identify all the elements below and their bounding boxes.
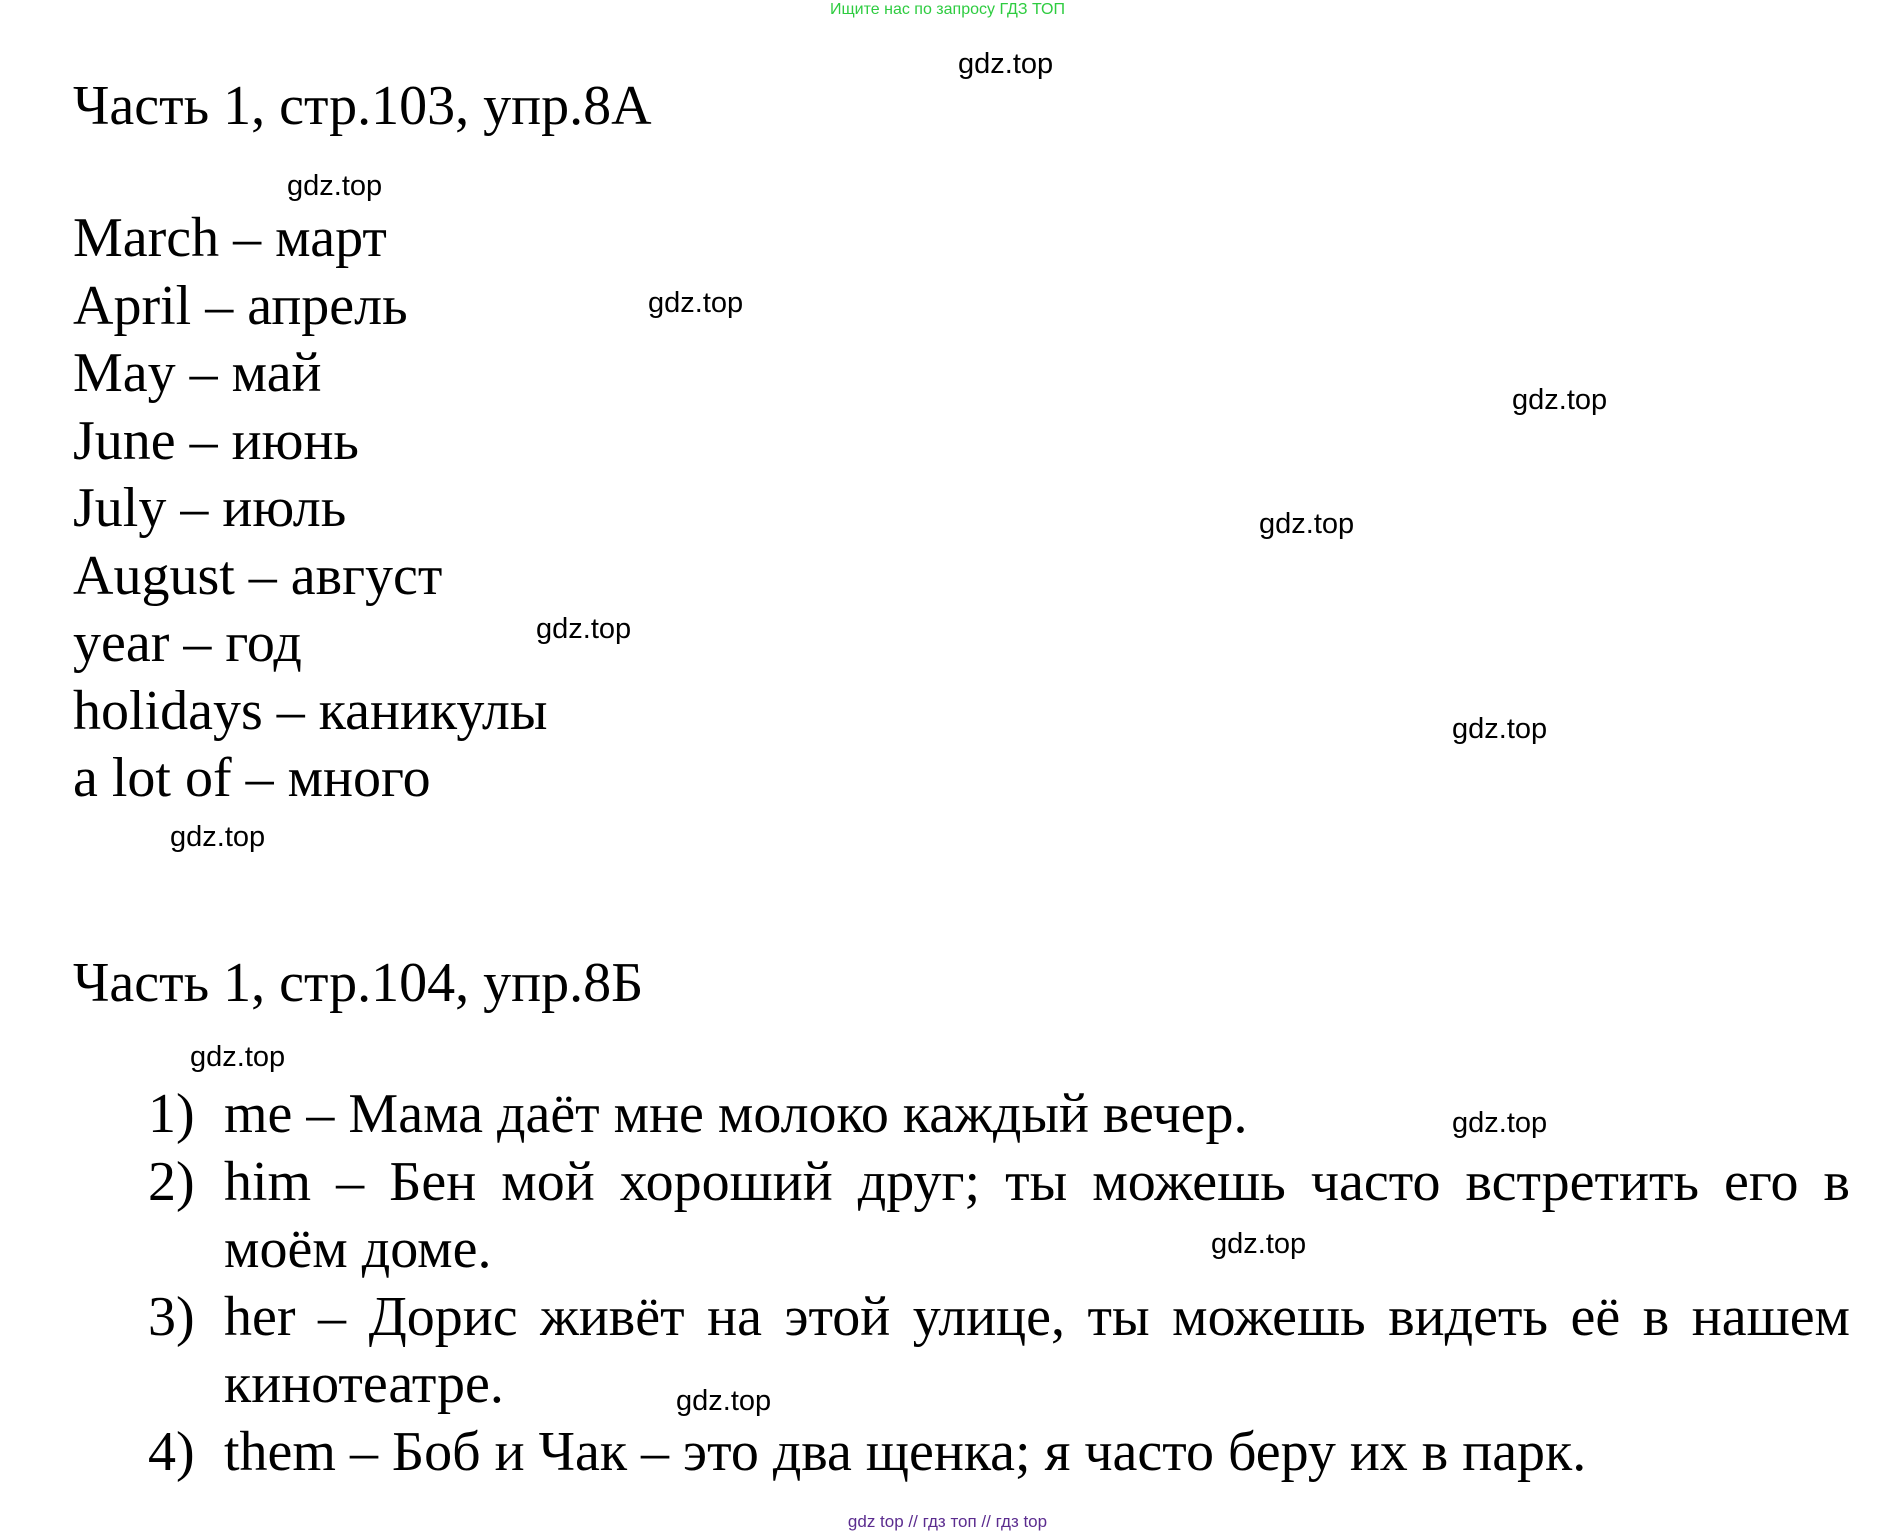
answer-number: 3) [148, 1285, 195, 1348]
answer-number: 4) [148, 1420, 195, 1483]
vocab-item: holidays – каникулы [73, 679, 548, 742]
watermark: gdz.top [1211, 1228, 1307, 1260]
watermark: gdz.top [190, 1041, 286, 1073]
footer-watermark: gdz top // гдз топ // гдз top [847, 1512, 1048, 1531]
vocab-item: year – год [73, 612, 302, 674]
watermark: gdz.top [1452, 1107, 1548, 1139]
watermark: gdz.top [287, 170, 383, 202]
vocab-item: August – август [73, 544, 443, 607]
answer-item [148, 1149, 1850, 1284]
vocab-item: a lot of – много [73, 747, 431, 809]
answer-text: him – Бен мой хороший друг; ты можешь часто встретить его в моём доме. [224, 1150, 1850, 1280]
section-a-heading: Часть 1, стр.103, упр.8А [73, 75, 652, 137]
vocab-item: July – июль [73, 477, 347, 539]
watermark: gdz.top [676, 1385, 772, 1417]
watermark: gdz.top [648, 287, 744, 319]
section-b-heading: Часть 1, стр.104, упр.8Б [73, 952, 644, 1014]
answer-text: her – Дорис живёт на этой улице, ты можешь видеть её в нашем кинотеатре. [224, 1285, 1850, 1415]
vocabulary-list [73, 205, 547, 813]
watermark: gdz.top [1259, 508, 1355, 540]
answer-text: me – Мама даёт мне молоко каждый вечер. [224, 1083, 1248, 1145]
answer-item [148, 1419, 1850, 1487]
top-banner: Ищите нас по запросу ГДЗ ТОП [830, 1, 1065, 18]
answers-list [148, 1081, 1850, 1486]
answer-number: 2) [148, 1150, 195, 1213]
watermark: gdz.top [1452, 713, 1548, 745]
watermark: gdz.top [170, 821, 266, 853]
vocab-item: March – март [73, 207, 387, 269]
answer-item [148, 1284, 1850, 1419]
watermark: gdz.top [536, 613, 632, 645]
vocab-item: June – июнь [73, 409, 359, 472]
answer-number: 1) [148, 1083, 195, 1145]
vocab-item: April – апрель [73, 274, 408, 337]
answer-item [148, 1081, 1850, 1149]
watermark: gdz.top [1512, 384, 1608, 416]
watermark: gdz.top [958, 48, 1054, 80]
answer-text: them – Боб и Чак – это два щенка; я часто беру их в парк. [224, 1420, 1587, 1483]
vocab-item: May – май [73, 342, 322, 404]
